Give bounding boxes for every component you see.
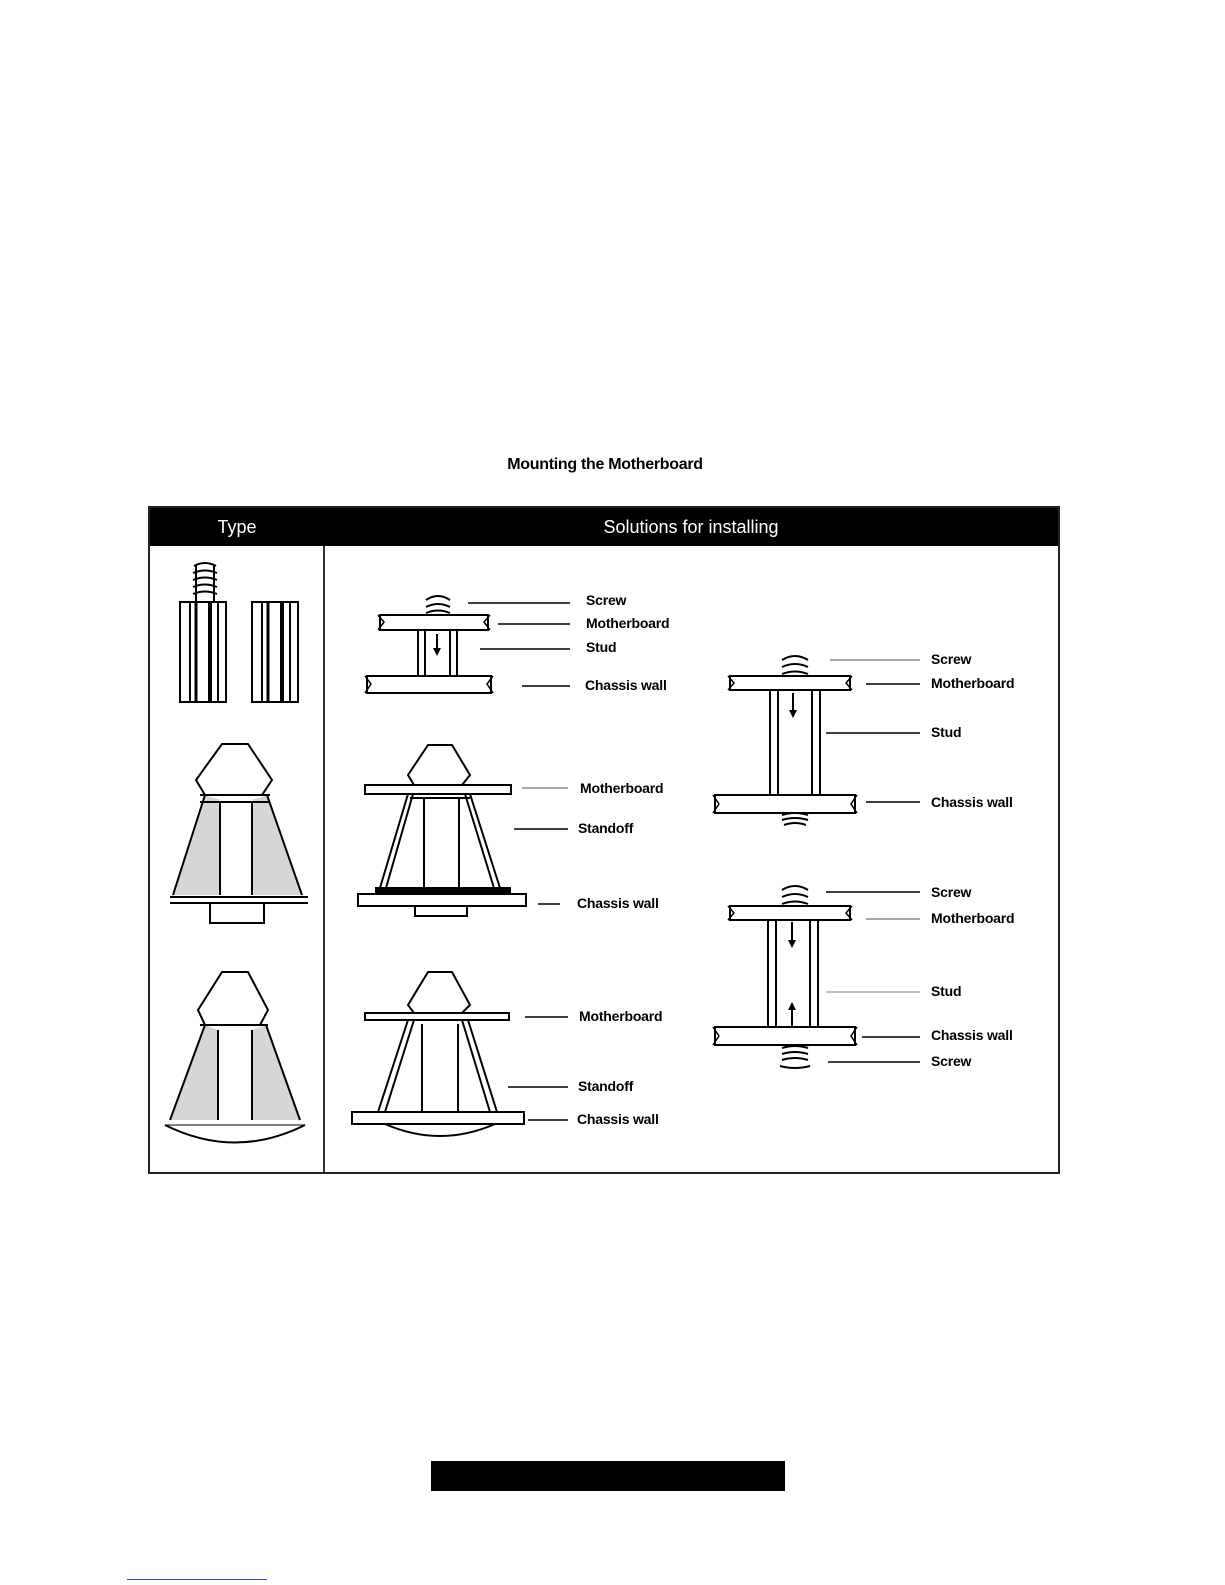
footer-link-underline[interactable] (127, 1579, 267, 1580)
label-e-screw-bottom: Screw (931, 1053, 972, 1069)
label-a-screw: Screw (586, 592, 627, 608)
label-d-chassis-wall: Chassis wall (931, 794, 1013, 810)
type-standoff-curved-icon (165, 972, 305, 1143)
type-stud-plain-icon (252, 602, 298, 702)
label-d-screw: Screw (931, 651, 972, 667)
label-b-motherboard: Motherboard (580, 780, 664, 796)
label-c-motherboard: Motherboard (579, 1008, 663, 1024)
label-b-standoff: Standoff (578, 820, 634, 836)
label-a-stud: Stud (586, 639, 617, 655)
label-e-motherboard: Motherboard (931, 910, 1015, 926)
label-c-standoff: Standoff (578, 1078, 634, 1094)
footer-bar (431, 1461, 785, 1491)
type-standoff-clip-icon (170, 744, 308, 923)
solution-a-diagram (365, 596, 570, 693)
label-a-motherboard: Motherboard (586, 615, 670, 631)
label-a-chassis-wall: Chassis wall (585, 677, 667, 693)
label-d-stud: Stud (931, 724, 962, 740)
label-b-chassis-wall: Chassis wall (577, 895, 659, 911)
label-c-chassis-wall: Chassis wall (577, 1111, 659, 1127)
figure-title: Mounting the Motherboard (507, 456, 703, 473)
solution-b-diagram (358, 745, 568, 916)
header-solutions: Solutions for installing (603, 517, 779, 537)
solution-e-diagram (713, 886, 920, 1068)
label-e-chassis-wall: Chassis wall (931, 1027, 1013, 1043)
header-type: Type (217, 517, 257, 537)
solution-c-diagram (352, 972, 568, 1136)
label-e-screw-top: Screw (931, 884, 972, 900)
solution-d-diagram (713, 656, 920, 825)
label-e-stud: Stud (931, 983, 962, 999)
label-d-motherboard: Motherboard (931, 675, 1015, 691)
type-stud-threaded-icon (180, 563, 226, 702)
